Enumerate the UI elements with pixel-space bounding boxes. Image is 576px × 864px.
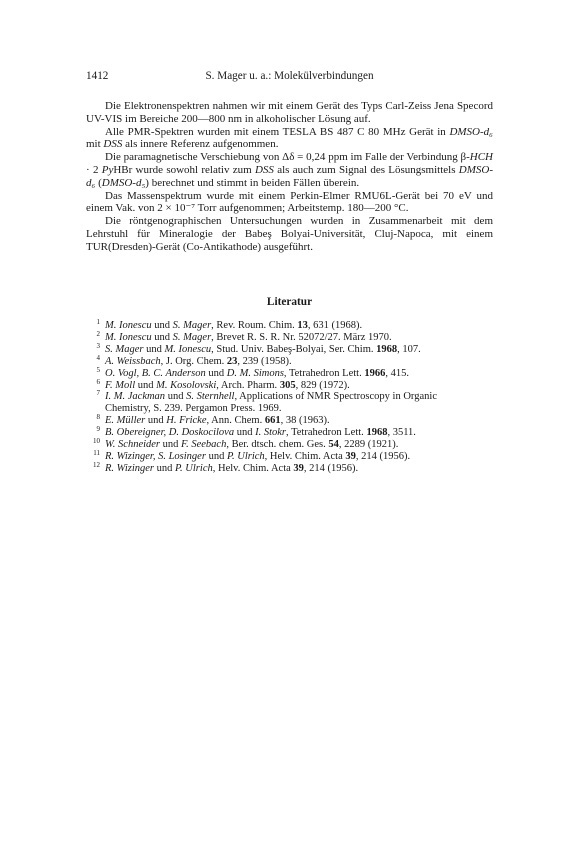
reference-conjunction: und	[145, 415, 167, 427]
reference-list	[86, 320, 493, 475]
reference-authors: B. Obereigner, D. Doskocilova	[105, 427, 235, 439]
reference-authors: S. Mager	[172, 331, 212, 343]
reference-tail: , 38 (1963).	[280, 415, 330, 427]
reference-source: , Helv. Chim. Acta	[264, 450, 346, 462]
reference-item	[86, 329, 493, 344]
reference-number: 6	[96, 377, 100, 386]
reference-conjunction: und	[165, 391, 187, 403]
reference-conjunction: und	[234, 427, 256, 439]
reference-conjunction: und	[151, 331, 173, 343]
reference-tail: , 415.	[385, 367, 409, 379]
reference-number: 7	[96, 389, 100, 398]
reference-volume: 39	[293, 462, 304, 474]
reference-authors: R. Wizinger, S. Losinger	[105, 450, 206, 462]
reference-authors: H. Fricke	[166, 415, 207, 427]
reference-number: 8	[96, 413, 100, 422]
text-run: HBr wurde sowohl relativ zum	[113, 163, 255, 176]
reference-volume: 39	[345, 450, 356, 462]
reference-authors: M. Ionescu	[164, 343, 212, 355]
text-run: ) berechnet und stimmt in beiden Fällen überein.	[145, 176, 360, 189]
reference-authors: O. Vogl, B. C. Anderson	[105, 367, 206, 379]
reference-authors: S. Mager	[105, 343, 144, 355]
reference-authors: M. Ionescu	[105, 331, 152, 343]
reference-authors: A. Weissbach	[105, 355, 161, 367]
reference-number: 3	[96, 341, 100, 350]
reference-volume: 13	[297, 320, 308, 331]
reference-authors: P. Ulrich	[226, 450, 265, 462]
compound-term: Py	[101, 163, 114, 176]
reference-authors: R. Wizinger	[105, 462, 154, 474]
reference-term: DSS	[254, 163, 274, 176]
reference-authors: P. Ulrich	[175, 462, 213, 474]
reference-authors: F. Seebach	[181, 439, 227, 451]
compound-term: HCH	[469, 151, 493, 164]
reference-source: , Rev. Roum. Chim.	[211, 320, 298, 331]
text-run: · 2	[86, 163, 102, 176]
reference-volume: 1968	[366, 427, 388, 439]
reference-item	[86, 320, 493, 332]
reference-authors: I. Stokr	[255, 427, 287, 439]
reference-number: 4	[96, 353, 100, 362]
solvent-term: DMSO-d₅	[101, 176, 146, 189]
reference-item	[86, 377, 493, 392]
page-header	[86, 69, 493, 83]
paragraph-xray-text: Die röntgenographischen Untersuchungen wurden in Zusammenarbeit mit dem Lehrstuhl für Mineralogie der Babeş Bolyai-Universität, Cluj-Napoca, mit einem TUR(Dresden)-Gerät (Co-Antikathode) ausgeführt.	[86, 215, 493, 253]
text-run: Die paramagnetische Verschiebung von Δδ = 0,24 ppm im Falle der Verbindung β-	[105, 151, 470, 164]
reference-authors: I. M. Jackman	[105, 391, 166, 403]
reference-number: 10	[93, 437, 100, 446]
reference-conjunction: und	[135, 379, 157, 391]
reference-item	[86, 427, 493, 439]
reference-authors: W. Schneider	[105, 439, 161, 451]
reference-authors: M. Kosolovski	[156, 379, 217, 391]
paragraph-xray	[86, 215, 493, 253]
reference-item	[86, 415, 493, 427]
reference-item	[86, 353, 493, 368]
reference-tail: , 239 (1958).	[237, 355, 292, 367]
reference-tail: , 2289 (1921).	[338, 439, 399, 451]
literature-heading: Literatur	[266, 296, 313, 308]
reference-conjunction: und	[160, 439, 182, 451]
text-run: (	[95, 176, 102, 189]
reference-authors: D. M. Simons	[226, 367, 284, 379]
paragraph-shift	[86, 151, 493, 189]
reference-source: , Brevet R. S. R. Nr. 52072/27. März 1970.	[211, 331, 392, 343]
reference-item	[86, 460, 493, 475]
paragraph-pmr	[86, 126, 493, 152]
reference-number: 5	[96, 365, 100, 374]
reference-volume: 1968	[376, 343, 398, 355]
reference-volume: 305	[279, 379, 296, 391]
running-title: S. Mager u. a.: Molekülverbindungen	[205, 70, 374, 82]
paragraph-spectra-text: Die Elektronenspektren nahmen wir mit einem Gerät des Typs Carl-Zeiss Jena Specord UV-VIS im Bereiche 200—800 nm in alkoholischer Lösung auf.	[86, 100, 493, 125]
reference-item	[86, 448, 493, 463]
reference-tail: , 3511.	[387, 427, 416, 439]
reference-authors: M. Ionescu	[105, 320, 152, 331]
solvent-term: DMSO-d₆	[449, 125, 493, 138]
reference-source: , Tetrahedron Lett.	[283, 367, 365, 379]
reference-number: 1	[96, 318, 100, 326]
reference-source: , J. Org. Chem.	[160, 355, 227, 367]
page-number: 1412	[86, 70, 109, 82]
reference-item	[86, 365, 493, 380]
reference-volume: 1966	[364, 367, 386, 379]
reference-tail: , 829 (1972).	[295, 379, 350, 391]
reference-item	[86, 341, 493, 356]
reference-authors: S. Sternhell	[186, 391, 235, 403]
reference-source: , Stud. Univ. Babeş-Bolyai, Ser. Chim.	[211, 343, 377, 355]
reference-source: , Helv. Chim. Acta	[212, 462, 294, 474]
reference-number: 12	[93, 460, 100, 469]
reference-authors: F. Moll	[105, 379, 136, 391]
text-run: Alle PMR-Spektren wurden mit einem TESLA BS 487 C 80 MHz Gerät in	[105, 125, 450, 138]
reference-term: DSS	[103, 138, 123, 151]
reference-tail: , 214 (1956).	[303, 462, 359, 474]
reference-authors: S. Mager	[172, 320, 212, 331]
paragraph-spectra	[86, 100, 493, 126]
reference-conjunction: und	[205, 367, 227, 379]
text-run: als innere Referenz aufgenommen.	[122, 138, 279, 151]
text-run: mit	[86, 138, 104, 151]
reference-number: 9	[96, 425, 100, 434]
reference-item	[86, 391, 493, 415]
reference-tail: , 107.	[397, 343, 421, 355]
reference-tail: , 631 (1968).	[307, 320, 363, 331]
reference-conjunction: und	[154, 462, 175, 474]
paragraph-mass-spectrum-text: Das Massenspektrum wurde mit einem Perkin-Elmer RMU6L-Gerät bei 70 eV und einem Vak. von 2 × 10⁻⁷ Torr aufgenommen; Arbeitstemp. 180—200 °C.	[86, 189, 493, 215]
reference-number: 11	[93, 448, 100, 457]
reference-authors: E. Müller	[105, 415, 146, 427]
reference-number: 2	[96, 329, 100, 338]
reference-volume: 54	[328, 439, 339, 451]
reference-item	[86, 439, 493, 451]
text-run: als auch zum Signal des Lösungsmittels	[273, 163, 459, 176]
reference-source: , Tetrahedron Lett.	[286, 427, 367, 439]
reference-conjunction: und	[151, 320, 173, 331]
reference-volume: 23	[226, 355, 238, 367]
reference-source: , Arch. Pharm.	[216, 379, 280, 391]
reference-source: , Ber. dtsch. chem. Ges.	[226, 439, 329, 451]
reference-conjunction: und	[143, 343, 165, 355]
reference-conjunction: und	[205, 450, 227, 462]
reference-volume: 661	[264, 415, 281, 427]
reference-tail: , 214 (1956).	[355, 450, 411, 462]
solvent-term: DMSO-d₆	[86, 163, 493, 189]
reference-source: , Ann. Chem.	[206, 415, 265, 427]
reference-source: , Applications of NMR Spectroscopy in Organic Chemistry, S. 239. Pergamon Press. 1969.	[105, 391, 437, 415]
body-text	[86, 100, 493, 254]
paragraph-mass-spectrum	[86, 190, 493, 216]
